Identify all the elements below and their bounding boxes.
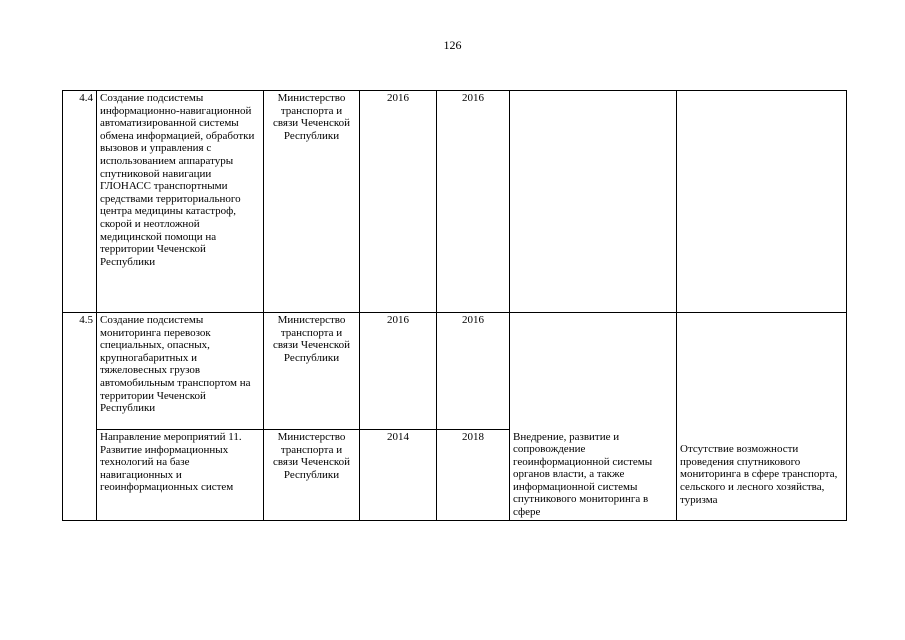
end-year: 2016 [437,91,510,313]
executor: Министерство транспорта и связи Чеченской Республики [264,313,360,430]
expected-result: Внедрение, развитие и сопровождение геоинформационной системы органов власти, а также информационной системы спутникового мониторинга в сфере [510,430,677,521]
page-number: 126 [443,38,462,52]
table-row [63,91,847,313]
row-number [63,430,97,521]
start-year: 2016 [360,313,437,430]
measure-name: Создание подсистемы информационно-навигационной автоматизированной системы обмена информацией, обработки вызовов и управления с использованием аппаратуры спутниковой навигации ГЛОНАСС транспортными средствами территориального центра медицины катастроф, скорой и неотложной медицинской помощи на территории Чеченской Республики [97,91,264,313]
consequence-cell [677,313,847,430]
measure-name: Направление мероприятий 11. Развитие информационных технологий на базе навигационных и геоинформационных систем [97,430,264,521]
start-year: 2014 [360,430,437,521]
table-row [63,430,847,521]
start-year: 2016 [360,91,437,313]
consequence-cell [677,91,847,313]
executor: Министерство транспорта и связи Чеченской Республики [264,430,360,521]
non-implementation-consequence: Отсутствие возможности проведения спутникового мониторинга в сфере транспорта, сельского и лесного хозяйства, туризма [677,430,847,521]
row-number: 4.4 [63,91,97,313]
table-row [63,313,847,430]
end-year: 2018 [437,430,510,521]
result-cell [510,91,677,313]
row-number: 4.5 [63,313,97,430]
result-cell [510,313,677,430]
end-year: 2016 [437,313,510,430]
executor: Министерство транспорта и связи Чеченской Республики [264,91,360,313]
measure-name: Создание подсистемы мониторинга перевозок специальных, опасных, крупногабаритных и тяжеловесных грузов автомобильным транспортом на территории Чеченской Республики [97,313,264,430]
measures-table [62,90,847,521]
